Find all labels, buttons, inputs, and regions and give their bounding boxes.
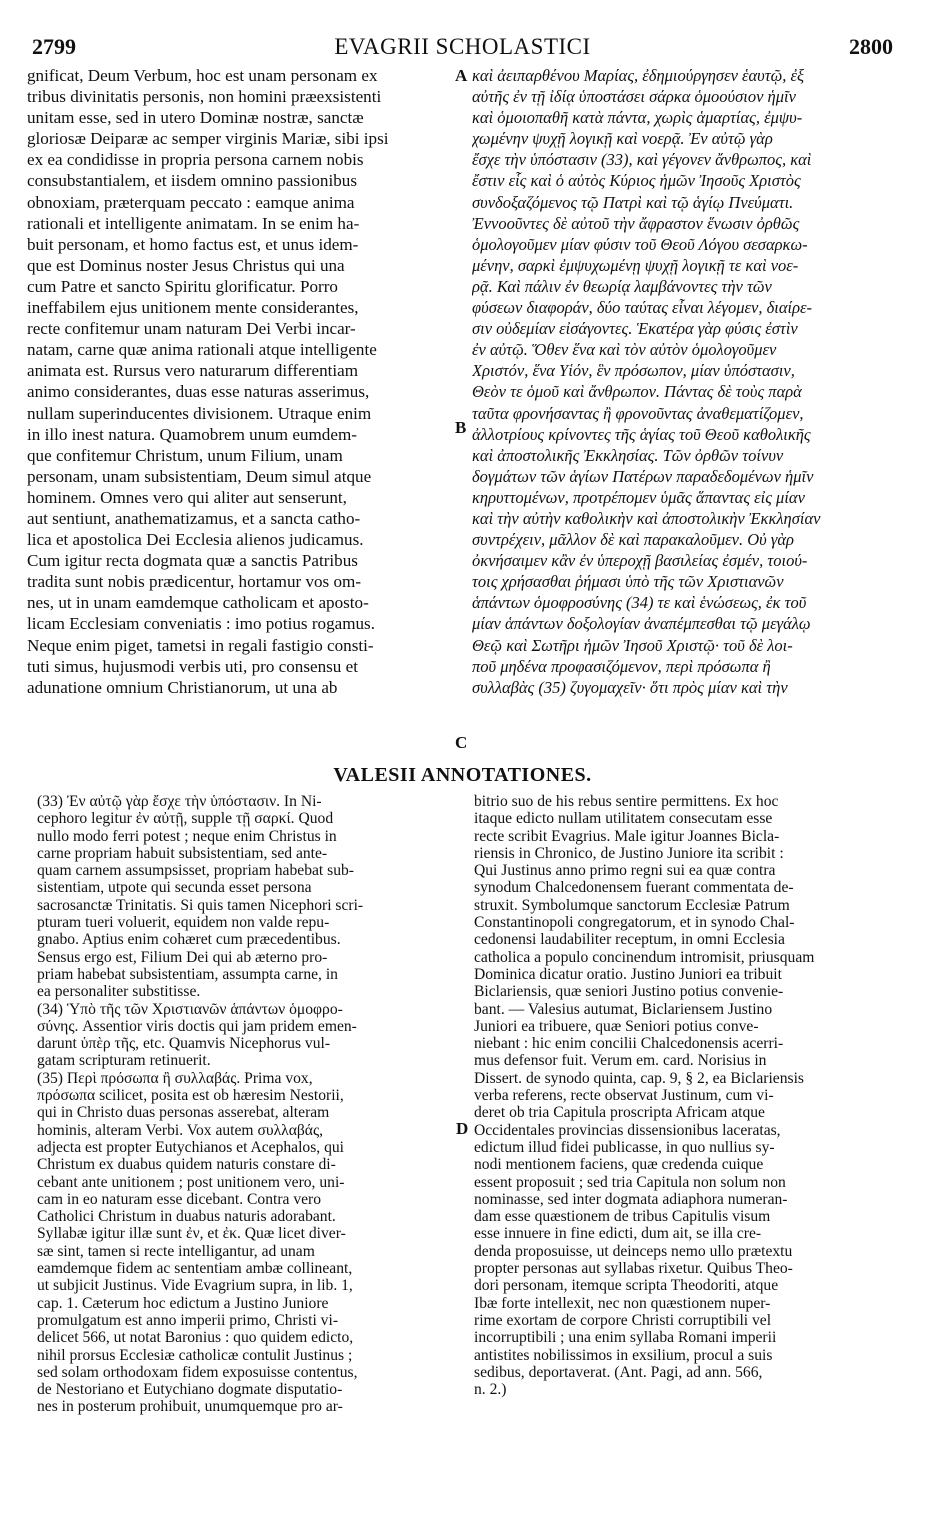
latin-text-line: licam Ecclesiam conveniatis : imo potius rogamus. <box>27 614 375 634</box>
latin-text-line: que est Dominus noster Jesus Christus qui una <box>27 255 345 275</box>
page-number-left: 2799 <box>32 34 76 59</box>
latin-text-line: animo considerantes, duas esse naturas asserimus, <box>27 382 370 402</box>
annotation-line: sed solam orthodoxam fidem exposuisse contentus, <box>37 1363 358 1381</box>
latin-text-line: aut sentiunt, anathematizamus, et a sancta catho- <box>27 508 361 528</box>
latin-text-line: ineffabilem ejus unitionem mente considerantes, <box>27 298 359 318</box>
annotation-line: catholica a populo concinendum intromisit, priusquam <box>474 948 815 966</box>
annotation-line: Juniori ea tribuere, quæ Seniori potius conve- <box>474 1017 759 1035</box>
latin-text-line: buit personam, et homo factus est, et unus idem- <box>27 234 359 254</box>
annotation-line: Sensus ergo est, Filium Dei qui ab æterno pro- <box>37 948 328 966</box>
latin-text-line: adunatione omnium Christianorum, ut una ab <box>27 677 338 697</box>
annotation-line: quam carnem assumpsisset, propriam habebat sub- <box>37 862 354 880</box>
annotation-line: dori personam, itemque scripta Theodoriti, atque <box>474 1277 779 1295</box>
annotation-line: bant. — Valesius autumat, Biclariensem Justino <box>474 1000 773 1018</box>
greek-text-line: καὶ ὁμοιοπαθῆ κατὰ πάντα, χωρὶς ἁμαρτίας, ἐμψυ- <box>472 108 803 128</box>
annotation-line: sacrosanctæ Trinitatis. Si quis tamen Nicephori scri- <box>37 896 364 914</box>
greek-text-column <box>472 65 912 698</box>
annotation-line: promulgatum est anno imperii primo, Christi vi- <box>37 1311 339 1329</box>
greek-text-line: ἁπάντων ὁμοφροσύνης (34) τε καὶ ἑνώσεως, ἐκ τοῦ <box>472 593 807 613</box>
annotation-line: Christum ex duabus quidem naturis constare di- <box>37 1156 336 1174</box>
annotation-line: edictum illud fidei publicasse, in quo nullius sy- <box>474 1138 775 1156</box>
annotation-line: rime exortam de corpore Christi corruptibili vel <box>474 1311 772 1329</box>
annotation-line: (35) Περὶ πρόσωπα ἢ συλλαβάς. Prima vox, <box>37 1069 313 1087</box>
annotation-line: Ibæ forte intellexit, nec non quæstionem nuper- <box>474 1294 771 1312</box>
annotation-line: eamdemque fidem ac sententiam ambæ collineant, <box>37 1260 353 1278</box>
greek-text-line: τοις χρήσασθαι ῥήμασι ὑπὸ τῆς τῶν Χριστιανῶν <box>472 572 784 592</box>
greek-text-line: χωμένην ψυχῇ λογικῇ καὶ νοερᾷ. Ἐν αὐτῷ γὰρ <box>472 129 773 149</box>
latin-text-line: lica et apostolica Dei Ecclesia alienos judicamus. <box>27 530 364 550</box>
annotation-line: Constantinopoli congregatorum, et in synodo Chal- <box>474 914 795 932</box>
annotation-line: riensis in Chronico, de Justino Juniore ita scribit : <box>474 844 784 862</box>
annotation-line: antistites nobilissimos in exsilium, procul a suis <box>474 1346 773 1364</box>
annotation-line: ut subjicit Justinus. Vide Evagrium supra, in lib. 1, <box>37 1277 353 1295</box>
annotation-line: Syllabæ igitur illæ sunt ἐν, et ἐκ. Quæ licet diver- <box>37 1225 346 1243</box>
latin-text-line: obnoxiam, præterquam peccato : eamque anima <box>27 192 355 212</box>
column-marker-a: A <box>455 66 468 85</box>
annotation-line: (33) Ἐν αὐτῷ γὰρ ἔσχε τὴν ὑπόστασιν. In Ni- <box>37 793 322 810</box>
annotation-line: de Nestoriano et Eutychiano dogmate disputatio- <box>37 1381 343 1399</box>
column-marker-b: B <box>455 418 467 437</box>
column-marker-d: D <box>456 1119 469 1138</box>
annotation-line: πρόσωπα scilicet, posita est ob hæresim Nestorii, <box>37 1087 344 1105</box>
greek-text-line: συλλαβὰς (35) ζυγομαχεῖν· ὅτι πρὸς μίαν καὶ τὴν <box>472 677 788 697</box>
annotation-line: Biclariensis, quæ seniori Justino potius convenie- <box>474 983 784 1001</box>
greek-text-line: καὶ τὴν αὐτὴν καθολικὴν καὶ ἀποστολικὴν Ἐκκλησίαν <box>472 508 821 528</box>
annotation-line: synodum Chalcedonensem fuerant commentata de- <box>474 879 794 897</box>
latin-text-line: tribus divinitatis personis, non homini præexsistenti <box>27 87 382 107</box>
annotation-line: Qui Justinus anno primo regni sui ea quæ contra <box>474 862 776 880</box>
latin-text-line: cum Patre et sancto Spiritu glorificatur. Porro <box>27 276 338 296</box>
greek-text-line: ἐν αὐτῷ. Ὅθεν ἕνα καὶ τὸν αὐτὸν ὁμολογοῦμεν <box>472 340 777 360</box>
annotation-line: hominis, alteram Verbi. Vox autem συλλαβάς, <box>37 1121 324 1139</box>
annotation-line: Occidentales provincias dissensionibus laceratas, <box>474 1121 781 1139</box>
latin-text-line: tuti simus, hujusmodi verbis uti, pro consensu et <box>27 656 358 676</box>
greek-text-line: συνδοξαζόμενος τῷ Πατρὶ καὶ τῷ ἁγίῳ Πνεύματι. <box>472 192 794 212</box>
greek-text-line: κηρυττομένων, προτρέπομεν ὑμᾶς ἅπαντας εἰς μίαν <box>472 487 805 507</box>
latin-text-line: rationali et intelligente animatam. In se enim ha- <box>27 213 360 233</box>
latin-text-column <box>27 65 455 698</box>
annotation-line: pturam tueri voluerit, equidem non valde repu- <box>37 914 330 932</box>
greek-text-line: Ἐννοοῦντες δὲ αὐτοῦ τὴν ἄφραστον ἕνωσιν ὀρθῶς <box>472 213 800 233</box>
annotation-line: sistentiam, utpote qui secunda esset persona <box>37 879 312 897</box>
greek-text-line: καὶ ἀποστολικῆς Ἐκκλησίας. Τῶν ὀρθῶν τοίνυν <box>472 445 784 465</box>
greek-text-line: μίαν ἁπάντων δοξολογίαν ἀναπέμπεσθαι τῷ μεγάλῳ <box>472 614 811 634</box>
greek-text-line: Χριστόν, ἕνα Υἱόν, ἓν πρόσωπον, μίαν ὑπόστασιν, <box>472 361 795 381</box>
latin-text-line: in illo inest natura. Quamobrem unum eumdem- <box>27 424 357 444</box>
annotation-line: Catholici Christum in duabus naturis adorabant. <box>37 1208 336 1226</box>
annotation-line: delicet 566, ut notat Baronius : quo quidem edicto, <box>37 1329 354 1347</box>
latin-text-line: que confitemur Christum, unum Filium, unam <box>27 445 343 465</box>
annotation-line: nodi mentionem faciens, quæ credenda cuique <box>474 1156 764 1174</box>
annotation-line: qui in Christo duas personas asserebat, alteram <box>37 1104 330 1122</box>
greek-text-line: ὀκνήσαιμεν κἂν ἐν ὑπεροχῇ βασιλείας ἐσμέν, τοιού- <box>472 551 808 571</box>
annotation-line: nes in posterum prohibuit, unumquemque pro ar- <box>37 1398 343 1416</box>
greek-text-line: Θεὸν τε ὁμοῦ καὶ ἄνθρωπον. Πάντας δὲ τοὺς παρὰ <box>472 382 802 402</box>
annotation-line: itaque edicto nullam utilitatem consecutam esse <box>474 810 773 828</box>
latin-text-line: Cum igitur recta dogmata quæ a sanctis Patribus <box>27 551 358 571</box>
annotation-line: Dominica dicatur oratio. Justino Juniori ea tribuit <box>474 965 782 983</box>
annotation-line: adjecta est propter Eutychianos et Acephalos, qui <box>37 1138 345 1156</box>
annotation-line: cap. 1. Cæterum hoc edictum a Justino Juniore <box>37 1294 329 1312</box>
greek-text-line: καὶ ἀειπαρθένου Μαρίας, ἐδημιούργησεν ἑαυτῷ, ἐξ <box>472 66 805 85</box>
latin-text-line: personam, unam subsistentiam, Deum simul atque <box>27 466 372 486</box>
annotations-left-column <box>37 793 450 1416</box>
annotation-line: verba referens, recte observat Justinum, cum vi- <box>474 1087 774 1105</box>
greek-text-line: ἔσχε τὴν ὑπόστασιν (33), καὶ γέγονεν ἄνθρωπος, καὶ <box>472 150 812 170</box>
greek-text-line: αὐτῆς ἐν τῇ ἰδίᾳ ὑποστάσει σάρκα ὁμοούσιον ἡμῖν <box>472 87 796 107</box>
latin-text-line: nullam superinducentes divisionem. Utraque enim <box>27 403 372 423</box>
annotation-line: cephoro legitur ἐν αὐτῇ, supple τῇ σαρκί. Quod <box>37 810 334 828</box>
greek-text-line: Θεῷ καὶ Σωτῆρι ἡμῶν Ἰησοῦ Χριστῷ· τοῦ δὲ λοι- <box>472 635 793 655</box>
greek-text-line: ποῦ μηδένα προφασιζόμενον, περὶ πρόσωπα ἢ <box>472 656 771 676</box>
annotation-line: sedibus, deportaverat. (Ant. Pagi, ad ann. 566, <box>474 1363 763 1381</box>
annotation-line: cebant ante unitionem ; post unitionem vero, uni- <box>37 1173 345 1191</box>
annotation-line: priam habebat subsistentiam, assumpta carne, in <box>37 965 338 983</box>
latin-text-line: recte confitemur unam naturam Dei Verbi incar- <box>27 319 356 339</box>
latin-text-line: unitam esse, sed in utero Dominæ nostræ, sanctæ <box>27 108 364 128</box>
latin-text-line: hominem. Omnes vero qui aliter aut senserunt, <box>27 487 347 507</box>
greek-text-line: φύσεων διαφοράν, δύο ταύτας εἶναι λέγομεν, διαίρε- <box>472 298 812 318</box>
annotation-line: struxit. Symbolumque sanctorum Ecclesiæ Patrum <box>474 896 790 914</box>
annotations-title: VALESII ANNOTATIONES. <box>333 764 592 786</box>
annotation-line: mus defensor fuit. Verum em. card. Norisius in <box>474 1052 767 1070</box>
latin-text-line: consubstantialem, et iisdem omnino passionibus <box>27 171 357 191</box>
annotation-line: darunt ὑπὲρ τῆς, etc. Quamvis Nicephorus vul- <box>37 1035 331 1053</box>
latin-text-line: tradita sunt nobis prædicentur, hortamur vos om- <box>27 572 362 592</box>
page-header <box>20 28 905 62</box>
annotation-line: (34) Ὑπὸ τῆς τῶν Χριστιανῶν ἁπάντων ὁμοφρο- <box>37 1000 343 1018</box>
annotation-line: σύνης. Assentior viris doctis qui jam pridem emen- <box>37 1017 357 1035</box>
latin-text-line: natam, carne quæ anima rationali atque intelligente <box>27 340 377 360</box>
annotation-line: carne propriam habuit subsistentiam, sed ante- <box>37 844 328 862</box>
greek-text-line: σιν οὐδεμίαν εἰσάγοντες. Ἑκατέρα γὰρ φύσις ἐστὶν <box>472 319 798 339</box>
greek-text-line: δογμάτων τῶν ἁγίων Πατέρων παραδεδομένων ἡμῖν <box>472 466 814 486</box>
latin-text-line: ex ea condidisse in propria persona carnem nobis <box>27 150 364 170</box>
latin-text-line: Neque enim piget, tametsi in regali fastigio consti- <box>27 635 374 655</box>
annotations-right-column <box>474 793 910 1398</box>
running-title: EVAGRII SCHOLASTICI <box>334 34 591 59</box>
page-number-right: 2800 <box>849 34 893 59</box>
annotation-line: deret ob tria Capitula proscripta Africam atque <box>474 1104 765 1122</box>
annotation-line: nihil prorsus Ecclesiæ catholicæ contulit Justinus ; <box>37 1346 353 1364</box>
annotation-line: sæ sint, tamen si recte intelligantur, ad unam <box>37 1242 315 1260</box>
annotation-line: esse innuere in fine edicti, dum ait, se illa cre- <box>474 1225 762 1243</box>
annotation-line: incorruptibili ; una enim syllaba Romani imperii <box>474 1329 777 1347</box>
greek-text-line: μένην, σαρκὶ ἐμψυχωμένῃ ψυχῇ λογικῇ τε καὶ νοε- <box>472 255 799 275</box>
annotation-line: dam esse quæstionem de tribus Capitulis visum <box>474 1208 771 1226</box>
annotation-line: essent proposuit ; sed tria Capitula non solum non <box>474 1173 786 1191</box>
latin-text-line: gnificat, Deum Verbum, hoc est unam personam ex <box>27 66 378 85</box>
greek-text-line: ὁμολογοῦμεν μίαν φύσιν τοῦ Θεοῦ Λόγου σεσαρκω- <box>472 234 808 254</box>
annotation-line: n. 2.) <box>474 1381 507 1399</box>
latin-text-line: gloriosæ Deiparæ ac semper virginis Mariæ, sibi ipsi <box>27 129 389 149</box>
greek-text-line: ἔστιν εἷς καὶ ὁ αὐτὸς Κύριος ἡμῶν Ἰησοῦς Χριστὸς <box>472 171 801 191</box>
greek-text-line: ἀλλοτρίους κρίνοντες τῆς ἁγίας τοῦ Θεοῦ καθολικῆς <box>472 424 811 444</box>
annotation-line: gatam scripturam retinuerit. <box>37 1052 211 1070</box>
latin-text-line: nes, ut in unam eamdemque catholicam et aposto- <box>27 593 369 613</box>
column-marker-c: C <box>455 733 468 752</box>
annotation-line: nominasse, sed inter dogmata adiaphora numeran- <box>474 1190 788 1208</box>
annotation-line: recte scribit Evagrius. Male igitur Joannes Bicla- <box>474 827 780 845</box>
annotation-line: bitrio suo de his rebus sentire permittens. Ex hoc <box>474 793 779 810</box>
greek-text-line: συντρέχειν, μᾶλλον δὲ καὶ παρακαλοῦμεν. Οὐ γὰρ <box>472 530 794 550</box>
annotation-line: cam in eo naturam esse dicebant. Contra vero <box>37 1190 322 1208</box>
greek-text-line: ρᾷ. Καὶ πάλιν ἐν θεωρίᾳ λαμβάνοντες τὴν τῶν <box>472 276 772 296</box>
annotation-line: niebant : hic enim concilii Chalcedonensis acerri- <box>474 1035 784 1053</box>
annotation-line: Dissert. de synodo quinta, cap. 9, § 2, ea Biclariensis <box>474 1069 804 1087</box>
annotation-line: cedonensi laudabiliter receptum, in omni Ecclesia <box>474 931 785 949</box>
annotation-line: gnabo. Aptius enim cohæret cum præcedentibus. <box>37 931 341 949</box>
annotation-line: denda proposuisse, ut deinceps nemo ullo prætextu <box>474 1242 793 1260</box>
annotation-line: nullo modo ferri potest ; neque enim Christus in <box>37 827 337 845</box>
greek-text-line: ταῦτα φρονήσαντας ἢ φρονοῦντας ἀναθεματίζομεν, <box>472 403 804 423</box>
annotation-line: ea personaliter substitisse. <box>37 983 201 1001</box>
annotation-line: propter personas aut syllabas rixetur. Quibus Theo- <box>474 1260 793 1278</box>
latin-text-line: animata est. Rursus vero naturarum differentiam <box>27 361 359 381</box>
